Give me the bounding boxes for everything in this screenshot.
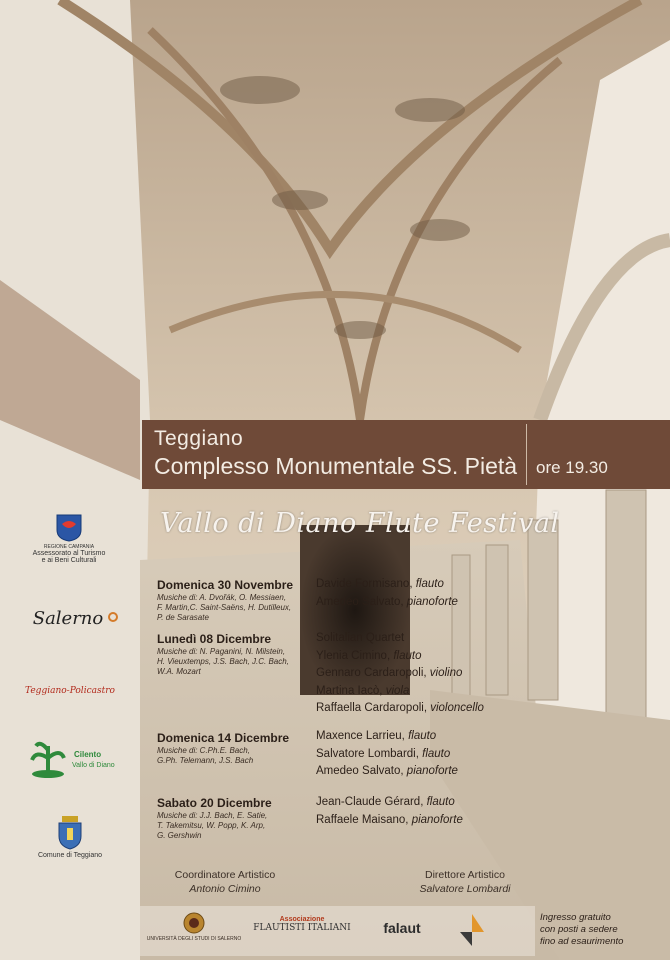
university-logo bbox=[144, 912, 244, 942]
concert-4-performers bbox=[316, 794, 463, 829]
entrance-line: Ingresso gratuito bbox=[540, 912, 611, 923]
campania-line3: e ai Beni Culturali bbox=[41, 557, 97, 564]
coordinator-label: Coordinatore Artistico bbox=[174, 869, 276, 881]
town-name: Teggiano bbox=[154, 427, 244, 450]
performer: Gennaro Cardaropoli, violino bbox=[316, 667, 463, 679]
music-line: H. Vieuxtemps, J.S. Bach, J.C. Bach, bbox=[157, 657, 289, 666]
concert-3-performers bbox=[316, 728, 458, 781]
salerno-wordmark: Salerno bbox=[32, 608, 104, 629]
director-credit bbox=[400, 868, 530, 896]
concert-1-music bbox=[157, 593, 307, 623]
concert-3-music bbox=[157, 746, 307, 766]
performer: Maxence Larrieu, flauto bbox=[316, 730, 437, 742]
music-line: Musiche di: N. Paganini, N. Milstein, bbox=[157, 647, 286, 656]
music-line: Musiche di: J.J. Bach, E. Satie, bbox=[157, 811, 268, 820]
parco-line2: Vallo di Diano bbox=[72, 762, 115, 769]
performer: Amedeo Salvato, pianoforte bbox=[316, 595, 458, 608]
concert-2-music bbox=[157, 647, 307, 677]
university-label: UNIVERSITÀ DEGLI STUDI DI SALERNO bbox=[146, 936, 242, 942]
performer: Solitalian Quartet bbox=[316, 632, 405, 644]
music-line: W.A. Mozart bbox=[157, 667, 201, 676]
concert-1-day: Domenica 30 Novembre bbox=[157, 578, 294, 592]
sponsor-sidebar bbox=[0, 500, 140, 900]
associazione-line2: FLAUTISTI ITALIANI bbox=[253, 923, 351, 933]
partner-mark bbox=[452, 912, 492, 950]
campania-line1: REGIONE CAMPANIA bbox=[43, 544, 95, 550]
coordinator-name: Antonio Cimino bbox=[189, 883, 261, 895]
partner-mark-icon bbox=[458, 912, 486, 948]
parco-line1: Cilento bbox=[74, 750, 102, 759]
comune-teggiano-logo bbox=[18, 816, 122, 859]
concert-4-day: Sabato 20 Dicembre bbox=[157, 796, 272, 810]
regione-campania-logo bbox=[30, 514, 108, 564]
diocesi-logo bbox=[14, 686, 126, 696]
concert-2-day: Lunedì 08 Dicembre bbox=[157, 632, 272, 646]
performer: Ylenia Cimino, flauto bbox=[316, 649, 422, 662]
performer: Davide Formisano, flauto bbox=[316, 578, 444, 590]
banner-divider bbox=[526, 424, 527, 485]
teggiano-policastro-wordmark: Teggiano-Policastro bbox=[25, 686, 115, 696]
director-name: Salvatore Lombardi bbox=[419, 883, 511, 895]
sponsor-footer bbox=[140, 906, 535, 956]
festival-title: Vallo di Diano Flute Festival bbox=[160, 508, 560, 539]
coordinator-credit bbox=[160, 868, 290, 896]
associazione-line1: Associazione bbox=[279, 916, 325, 923]
entrance-line: con posti a sedere bbox=[540, 924, 618, 935]
comune-label: Comune di Teggiano bbox=[37, 852, 103, 859]
performer: Martina Iacò, viola bbox=[316, 684, 410, 697]
concert-time: ore 19.30 bbox=[536, 458, 608, 477]
associazione-flautisti-logo bbox=[252, 916, 352, 933]
music-line: P. de Sarasate bbox=[157, 613, 209, 622]
music-line: Musiche di: A. Dvořák, O. Messiaen, bbox=[157, 593, 287, 602]
performer: Amedeo Salvato, pianoforte bbox=[316, 765, 458, 777]
venue-name: Complesso Monumentale SS. Pietà bbox=[154, 453, 518, 479]
falaut-wordmark: falaut bbox=[383, 920, 421, 936]
entrance-line: fino ad esaurimento bbox=[540, 936, 624, 947]
music-line: G.Ph. Telemann, J.S. Bach bbox=[157, 756, 254, 765]
performer: Jean-Claude Gérard, flauto bbox=[316, 796, 455, 808]
performer: Raffaella Cardaropoli, violoncello bbox=[316, 702, 484, 714]
comune-crest-icon bbox=[57, 816, 83, 850]
entrance-note bbox=[540, 912, 670, 948]
parco-plant-icon bbox=[28, 736, 68, 778]
falaut-logo bbox=[372, 920, 432, 936]
music-line: G. Gershwin bbox=[157, 831, 202, 840]
campania-line2: Assessorato al Turismo bbox=[32, 550, 106, 557]
music-line: Musiche di: C.Ph.E. Bach, bbox=[157, 746, 250, 755]
venue-banner bbox=[142, 420, 670, 489]
campania-shield-icon bbox=[56, 514, 82, 542]
director-label: Direttore Artistico bbox=[425, 869, 505, 881]
university-seal-icon bbox=[183, 912, 205, 934]
performer: Salvatore Lombardi, flauto bbox=[316, 747, 451, 760]
concert-4-music bbox=[157, 811, 307, 841]
salerno-logo bbox=[12, 608, 124, 629]
salerno-mark-icon bbox=[104, 612, 122, 622]
concert-1-performers bbox=[316, 576, 458, 611]
concert-3-day: Domenica 14 Dicembre bbox=[157, 731, 290, 745]
concert-2-performers bbox=[316, 630, 484, 718]
parco-cilento-logo bbox=[28, 736, 128, 782]
music-line: F. Martin,C. Saint-Saëns, H. Dutilleux, bbox=[157, 603, 292, 612]
performer: Raffaele Maisano, pianoforte bbox=[316, 813, 463, 826]
music-line: T. Takemitsu, W. Popp, K. Arp, bbox=[157, 821, 266, 830]
